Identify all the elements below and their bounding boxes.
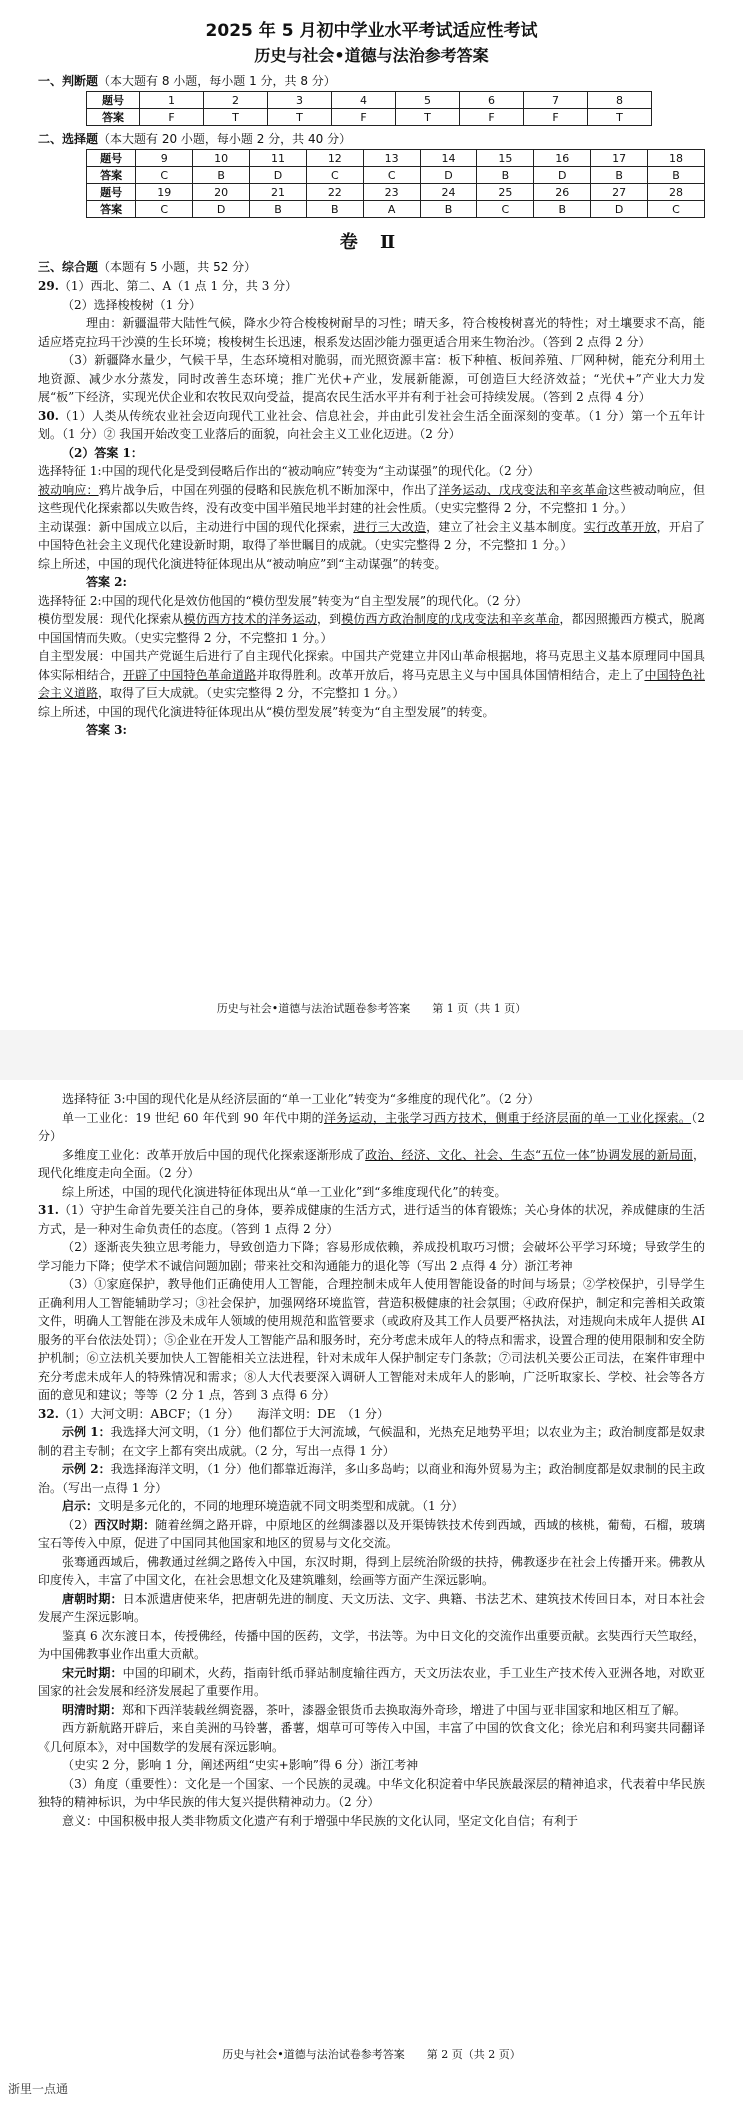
- answer-text: 主动谋强：新中国成立以后，主动进行中国的现代化探索，: [38, 519, 354, 534]
- answer-text: ，现代化维度走向全面。（2 分）: [38, 1147, 705, 1180]
- bold-label: 示例 1：: [62, 1425, 111, 1439]
- q30-imitative-development: [38, 610, 705, 647]
- table-row: [87, 167, 705, 184]
- table-cell: B: [534, 201, 591, 218]
- answer-text: 日本派遣唐使来华，把唐朝先进的制度、天文历法、文字、典籍、书法艺术、建筑技术传回日本，对日本社会发展产生深远影响。: [38, 1591, 705, 1624]
- table-cell: D: [534, 167, 591, 184]
- question-number: 32.: [38, 1406, 59, 1421]
- table-cell: B: [477, 167, 534, 184]
- section-note: （本题有 5 小题，共 52 分）: [98, 260, 257, 274]
- q32-song-yuan: [38, 1664, 705, 1701]
- question-number: 29.: [38, 279, 59, 293]
- underlined-text: 进行三大改造: [353, 519, 427, 534]
- table-cell: 4: [332, 92, 396, 109]
- table-header-cell: 题号: [87, 92, 140, 109]
- answer-text: 并取得胜利。改革开放后，将马克思主义与中国具体国情相结合，走上了: [256, 667, 645, 682]
- table-cell: T: [204, 109, 268, 126]
- table-cell: 24: [420, 184, 477, 201]
- answer-text: ，到: [316, 612, 342, 626]
- section-note: （本大题有 8 小题，每小题 1 分，共 8 分）: [98, 74, 336, 88]
- table-cell: T: [396, 109, 460, 126]
- table-cell: B: [420, 201, 477, 218]
- table-cell: 25: [477, 184, 534, 201]
- table-cell: 13: [363, 150, 420, 167]
- answer-text: 多维度工业化：改革开放后中国的现代化探索逐渐形成了: [62, 1147, 366, 1162]
- table-cell: 6: [460, 92, 524, 109]
- table-cell: 22: [306, 184, 363, 201]
- page-footer: 历史与社会•道德与法治试题卷参考答案 第 1 页（共 1 页）: [216, 1002, 527, 1015]
- q29-part2: （2）选择梭梭树（1 分）: [62, 297, 202, 312]
- section-label: 一、判断题: [38, 74, 99, 88]
- answer-text: 我选择大河文明，（1 分）他们都位于大河流域，气候温和，光热充足地势平坦；以农业为主；政治制度都是奴隶制的君主专制；在文字上都有突出成就。（2 分，写出一点得 1 分）: [38, 1425, 705, 1458]
- table-cell: C: [136, 201, 193, 218]
- q32-part1: [38, 1405, 705, 1424]
- table-cell: D: [420, 167, 477, 184]
- answer-text: ，建立了社会主义基本制度。: [426, 519, 584, 534]
- table-cell: C: [363, 167, 420, 184]
- bold-label: 示例 2：: [62, 1462, 111, 1476]
- q30-feature1: 选择特征 1:中国的现代化是受到侵略后作出的“被动响应”转变为“主动谋强”的现代化。（2 分）: [38, 464, 540, 478]
- true-false-answer-table: [86, 91, 652, 126]
- table-cell: A: [363, 201, 420, 218]
- table-cell: 26: [534, 184, 591, 201]
- table-cell: 16: [534, 150, 591, 167]
- q29-reason: 理由：新疆温带大陆性气候，降水少符合梭梭树耐旱的习性；晴天多，符合梭梭树喜光的特性；对土壤要求不高，能适应塔克拉玛干沙漠的生长环境；梭梭树生长迅速，根系发达固沙能力强更适合用来生物治沙。（答到 2 点得 2 分）: [38, 316, 705, 349]
- table-cell: 3: [268, 92, 332, 109]
- table-cell: D: [591, 201, 648, 218]
- page-gap: [0, 1030, 743, 1080]
- answer-text: 模仿型发展：现代化探索从: [38, 612, 184, 626]
- q32-insight: [38, 1497, 705, 1516]
- table-cell: 17: [591, 150, 648, 167]
- table-cell: F: [524, 109, 588, 126]
- table-cell: F: [332, 109, 396, 126]
- table-cell: C: [477, 201, 534, 218]
- answer-text: ，开启了中国特色社会主义现代化建设新时期，取得了举世瞩目的成就。（史实完整得 2 分，不完整扣 1 分。）: [38, 519, 705, 552]
- table-cell: 21: [250, 184, 307, 201]
- section-label: 三、综合题: [38, 260, 99, 274]
- answer-text: （1）守护生命首先要关注自己的身体，要养成健康的生活方式，进行适当的体育锻炼；关心身体的状况，养成健康的生活方式，是一种对生命负责任的态度。（答到 1 点得 2 分）: [38, 1203, 705, 1236]
- bold-label: 明清时期：: [62, 1702, 123, 1717]
- page-footer: 历史与社会•道德与法治试卷参考答案 第 2 页（共 2 页）: [222, 2048, 521, 2061]
- table-cell: 18: [648, 150, 705, 167]
- q30-feature3: 选择特征 3:中国的现代化是从经济层面的“单一工业化”转变为“多维度的现代化”。（2 分）: [62, 1092, 540, 1106]
- table-cell: T: [588, 109, 652, 126]
- table-cell: C: [136, 167, 193, 184]
- q30-passive-response: [38, 481, 705, 518]
- answer-text: ，都因照搬西方模式，脱离中国国情而失败。（史实完整得 2 分，不完整扣 1 分。）: [38, 612, 705, 645]
- table-cell: 20: [193, 184, 250, 201]
- q32-buddhism: 张骞通西域后，佛教通过丝绸之路传入中国，东汉时期，得到上层统治阶级的扶持，佛教逐步在社会上传播开来。佛教从印度传入，丰富了中国文化，在社会思想文化及建筑雕刻，绘画等方面产生深远影响。: [38, 1554, 705, 1587]
- table-cell: 9: [136, 150, 193, 167]
- table-cell: B: [193, 167, 250, 184]
- q31-part2: （2）逐渐丧失独立思考能力，导致创造力下降；容易形成依赖，养成投机取巧习惯；会破坏公平学习环境；导致学生的学习能力下降；使学术不诚信问题加剧；带来社交和沟通能力的退化等（写出 2 点得 4 分）浙江考神: [38, 1240, 705, 1273]
- section-heading-true-false: [38, 72, 705, 89]
- table-header-cell: 答案: [87, 109, 140, 126]
- table-cell: 15: [477, 150, 534, 167]
- q31-part1: [38, 1201, 705, 1238]
- table-cell: 14: [420, 150, 477, 167]
- table-cell: F: [460, 109, 524, 126]
- table-cell: B: [648, 167, 705, 184]
- volume-heading: 卷 Ⅱ: [339, 232, 404, 253]
- q30-part1: [38, 407, 705, 444]
- table-cell: 23: [363, 184, 420, 201]
- underlined-text: 洋务运动、戊戌变法和辛亥革命: [438, 482, 609, 497]
- underlined-text: 被动响应：: [38, 482, 99, 497]
- table-row: [87, 150, 705, 167]
- answer-text: 文明是多元化的，不同的地理环境造就不同文明类型和成就。（1 分）: [98, 1499, 464, 1513]
- table-cell: 7: [524, 92, 588, 109]
- q30-answer2-heading: 答案 2:: [86, 575, 127, 589]
- underlined-text: 洋务运动，主张学习西方技术，侧重于经济层面的单一工业化探索。: [323, 1110, 692, 1125]
- table-cell: 10: [193, 150, 250, 167]
- q29-part1: [38, 277, 705, 296]
- q30-feature2: 选择特征 2:中国的现代化是效仿他国的“模仿型发展”转变为“自主型发展”的现代化。（2 分）: [38, 593, 528, 608]
- answer-text: 我选择海洋文明，（1 分）他们都靠近海洋，多山多岛屿；以商业和海外贸易为主；政治制度都是奴隶制的民主政治。（写出一点得 1 分）: [38, 1462, 705, 1495]
- table-cell: B: [306, 201, 363, 218]
- bold-label: 西汉时期：: [94, 1517, 156, 1532]
- table-row: [87, 109, 652, 126]
- q29-part3: （3）新疆降水量少，气候干旱，生态环境相对脆弱，而光照资源丰富：板下种植、板间养殖、厂网种树，能充分利用土地资源、减少水分蒸发，同时改善生态环境；推广光伏+产业，发展新能源，可创造巨大经济效益；“光伏+”产业大力发展“板”下经济，实现光伏企业和农牧民双向受益，提高农民生活水平并有利于社会可持续发展。（答到 2 点得 4 分）: [38, 353, 705, 404]
- answer-text: 中国的印刷术，火药，指南针纸币驿站制度输往西方，天文历法农业，手工业生产技术传入亚洲各地，对欧亚国家的社会发展和经济发展起了重要作用。: [38, 1665, 705, 1698]
- answer-text: 自主型发展：中国共产党诞生后进行了自主现代化探索。中国共产党建立井冈山革命根据地，将马克思主义基本原理同中国具体实际相结合，: [38, 649, 705, 682]
- table-cell: C: [306, 167, 363, 184]
- table-cell: 19: [136, 184, 193, 201]
- bold-label: 宋元时期：: [62, 1665, 123, 1680]
- page-title: 2025 年 5 月初中学业水平考试适应性考试: [205, 21, 538, 41]
- table-cell: F: [140, 109, 204, 126]
- q32-new-route: 西方新航路开辟后，来自美洲的马铃薯，番薯，烟草可可等传入中国，丰富了中国的饮食文化；徐光启和利玛窦共同翻译《几何原本》，对中国数学的发展有深远影响。: [38, 1721, 705, 1754]
- answer-text: 郑和下西洋装载丝绸瓷器，茶叶，漆器金银货币去换取海外奇珍，增进了中国与亚非国家和地区相互了解。: [122, 1702, 687, 1717]
- table-cell: 8: [588, 92, 652, 109]
- answer-text: （1）西北、第二、A（1 点 1 分，共 3 分）: [58, 279, 298, 293]
- q32-example2: [38, 1460, 705, 1497]
- table-header-cell: 题号: [87, 150, 136, 167]
- table-cell: T: [268, 109, 332, 126]
- q32-ming-qing: [38, 1701, 705, 1720]
- q31-part3: （3）①家庭保护，教导他们正确使用人工智能，合理控制未成年人使用智能设备的时间与场景；②学校保护，引导学生正确利用人工智能辅助学习；③社会保护，加强网络环境监管，营造积极健康的社会氛围；④政府保护，制定和完善相关政策文件，明确人工智能在涉及未成年人领域的使用规范和监管要求（或政府及其工作人员要严格执法，对违规向未成年人提供 AI 服务的平台依法处罚）；⑤企业在开发人工智能产品和服务时，充分考虑未成年人的特点和需求，设置合理的使用限制和安全防护机制；⑥立法机关要加快人工智能相关立法进程，针对未成年人保护制定专门条款；⑦司法机关要公正司法，在案件审理中充分考虑未成年人的特殊情况和需求；⑧人大代表要深入调研人工智能对未成年人的影响，广泛听取家长、学校、社会等各方面的意见和建议；等等（2 分 1 点，答到 3 点得 6 分）: [38, 1277, 705, 1402]
- table-cell: 2: [204, 92, 268, 109]
- section-heading-multiple-choice: [38, 130, 705, 147]
- section-label: 二、选择题: [38, 132, 99, 146]
- underlined-text: 模仿西方政治制度的戊戌变法和辛亥革命: [341, 612, 560, 626]
- table-cell: D: [193, 201, 250, 218]
- table-header-cell: 答案: [87, 167, 136, 184]
- underlined-text: 开辟了中国特色革命道路: [122, 667, 257, 682]
- q32-significance: 意义：中国积极申报人类非物质文化遗产有利于增强中华民族的文化认同，坚定文化自信；有利于: [62, 1813, 579, 1828]
- answer-text: ，取得了巨大成就。（史实完整得 2 分，不完整扣 1 分。）: [98, 686, 405, 700]
- question-number: 30.: [38, 408, 59, 423]
- table-row: [87, 92, 652, 109]
- table-cell: B: [250, 201, 307, 218]
- section-note: （本大题有 20 小题，每小题 2 分，共 40 分）: [98, 132, 352, 146]
- answer-text: （1）大河文明：ABCF；（1 分） 海洋文明：DE （1 分）: [58, 1406, 390, 1421]
- table-cell: 28: [648, 184, 705, 201]
- answer-text: 随着丝绸之路开辟，中原地区的丝绸漆器以及开渠铸铁技术传到西域，西域的核桃，葡萄，石榴，玻璃宝石等传入中原，促进了中国同其他国家和地区的贸易与文化交流。: [38, 1517, 705, 1550]
- answer-text: 鸦片战争后，中国在列强的侵略和民族危机不断加深中，作出了: [98, 482, 439, 497]
- table-header-cell: 答案: [87, 201, 136, 218]
- watermark-text: 浙里一点通: [8, 2082, 69, 2096]
- answer-page-1: [0, 0, 743, 1030]
- q30-single-industrialization: [38, 1109, 705, 1146]
- table-cell: 11: [250, 150, 307, 167]
- table-cell: C: [648, 201, 705, 218]
- question-number: 31.: [38, 1203, 59, 1217]
- q32-western-han: [38, 1516, 705, 1553]
- table-cell: 12: [306, 150, 363, 167]
- q30-answer1-heading: （2）答案 1：: [62, 445, 143, 460]
- q32-jianzhen: 鉴真 6 次东渡日本，传授佛经，传播中国的医药，文学，书法等。为中日文化的交流作出重要贡献。玄奘西行天竺取经，为中国佛教事业作出重大贡献。: [38, 1628, 705, 1661]
- q32-example1: [38, 1423, 705, 1460]
- q30-independent-development: [38, 647, 705, 703]
- q30-active-pursuit: [38, 518, 705, 555]
- table-cell: 5: [396, 92, 460, 109]
- q32-scoring: （史实 2 分，影响 1 分，阐述两组“史实+影响”得 6 分）浙江考神: [62, 1758, 419, 1772]
- q30-answer3-heading: 答案 3:: [86, 723, 127, 737]
- q30-summary1: 综上所述，中国的现代化演进特征体现出从“被动响应”到“主动谋强”的转变。: [38, 556, 447, 571]
- q30-summary2: 综上所述，中国的现代化演进特征体现出从“模仿型发展”转变为“自主型发展”的转变。: [38, 704, 495, 719]
- q32-part3: （3）角度（重要性）：文化是一个国家、一个民族的灵魂。中华文化积淀着中华民族最深层的精神追求，代表着中华民族独特的精神标识，为中华民族的伟大复兴提供精神动力。（2 分）: [38, 1776, 705, 1809]
- answer-page-2: [0, 1080, 743, 2080]
- underlined-text: 政治、经济、文化、社会、生态“五位一体”协调发展的新局面: [365, 1147, 693, 1162]
- table-row: [87, 201, 705, 218]
- q30-multi-dimensional: [38, 1146, 705, 1183]
- answer-text: （2 分）: [38, 1110, 705, 1143]
- bold-label: 启示：: [62, 1499, 99, 1513]
- answer-text: 这些被动响应，但这些现代化探索都以失败告终，没有改变中国半殖民地半封建的社会性质。（史实完整得 2 分，不完整扣 1 分。）: [38, 482, 705, 515]
- table-header-cell: 题号: [87, 184, 136, 201]
- bold-label: 唐朝时期：: [62, 1591, 123, 1606]
- table-row: [87, 184, 705, 201]
- answer-text: （1）人类从传统农业社会迈向现代工业社会、信息社会，并由此引发社会生活全面深刻的变革。（1 分）第一个五年计划。（1 分）② 我国开始改变工业落后的面貌，向社会主义工业化迈进。（2 分）: [38, 408, 705, 441]
- q30-summary3: 综上所述，中国的现代化演进特征体现出从“单一工业化”到“多维度现代化”的转变。: [62, 1184, 507, 1199]
- multiple-choice-answer-table: [86, 149, 705, 218]
- table-cell: B: [591, 167, 648, 184]
- answer-text: 单一工业化：19 世纪 60 年代到 90 年代中期的: [62, 1110, 324, 1125]
- table-cell: 1: [140, 92, 204, 109]
- underlined-text: 中国特色社会主义道路: [38, 667, 705, 700]
- table-cell: D: [250, 167, 307, 184]
- q32-tang: [38, 1590, 705, 1627]
- table-cell: 27: [591, 184, 648, 201]
- section-heading-comprehensive: [38, 258, 705, 275]
- answer-text: （2）: [62, 1517, 95, 1532]
- underlined-text: 模仿西方技术的洋务运动: [183, 612, 317, 626]
- page-subtitle: 历史与社会•道德与法治参考答案: [254, 46, 489, 65]
- underlined-text: 实行改革开放: [583, 519, 657, 534]
